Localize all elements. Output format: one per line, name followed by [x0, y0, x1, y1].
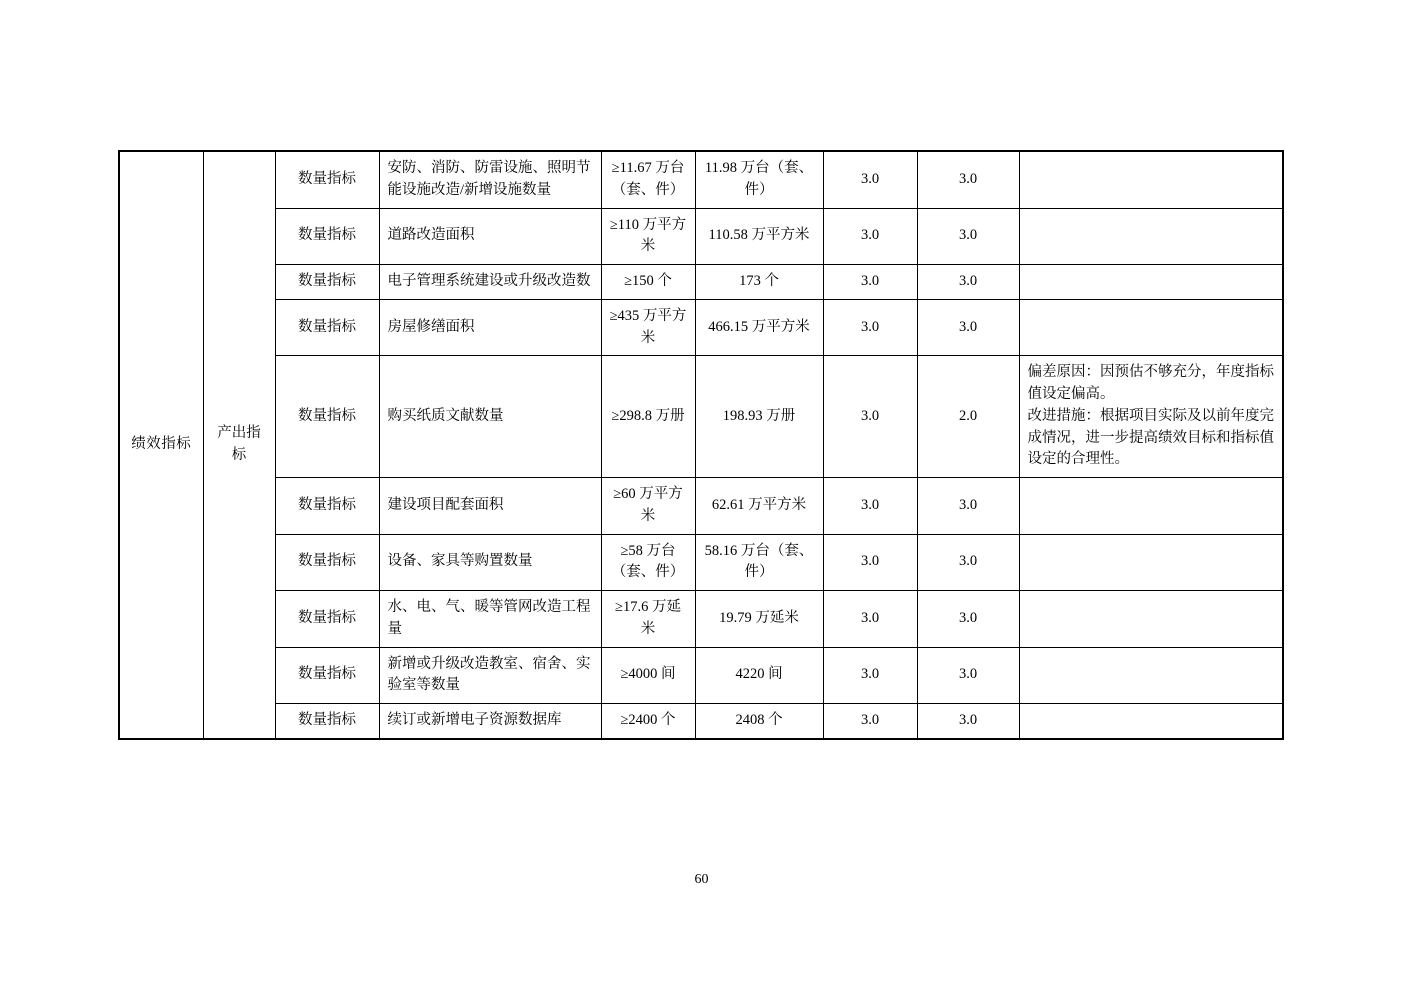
- page-number: 60: [694, 872, 709, 887]
- indicator-actual: 62.61 万平方米: [695, 478, 823, 535]
- table-row: [119, 208, 1283, 265]
- table-row: [119, 478, 1283, 535]
- indicator-actual: 173 个: [695, 265, 823, 300]
- indicator-name: 设备、家具等购置数量: [379, 534, 601, 591]
- indicator-score: 3.0: [823, 265, 917, 300]
- indicator-name: 道路改造面积: [379, 208, 601, 265]
- indicator-type: 数量指标: [275, 356, 379, 478]
- indicator-actual: 11.98 万台（套、件）: [695, 151, 823, 208]
- indicator-target: ≥58 万台（套、件）: [601, 534, 695, 591]
- table-row: [119, 534, 1283, 591]
- indicator-name: 电子管理系统建设或升级改造数: [379, 265, 601, 300]
- indicator-name: 安防、消防、防雷设施、照明节能设施改造/新增设施数量: [379, 151, 601, 208]
- indicator-note: [1019, 478, 1283, 535]
- indicator-note: [1019, 591, 1283, 648]
- indicator-got: 3.0: [917, 591, 1019, 648]
- indicator-name: 建设项目配套面积: [379, 478, 601, 535]
- indicator-score: 3.0: [823, 704, 917, 739]
- indicator-got: 3.0: [917, 478, 1019, 535]
- indicator-name: 续订或新增电子资源数据库: [379, 704, 601, 739]
- indicator-target: ≥150 个: [601, 265, 695, 300]
- indicator-got: 3.0: [917, 208, 1019, 265]
- indicator-actual: 58.16 万台（套、件）: [695, 534, 823, 591]
- indicator-type: 数量指标: [275, 647, 379, 704]
- indicator-target: ≥60 万平方米: [601, 478, 695, 535]
- indicator-note: [1019, 151, 1283, 208]
- indicator-got: 3.0: [917, 534, 1019, 591]
- indicator-score: 3.0: [823, 299, 917, 356]
- indicator-got: 3.0: [917, 151, 1019, 208]
- indicator-type: 数量指标: [275, 265, 379, 300]
- table-row: [119, 704, 1283, 739]
- indicator-got: 3.0: [917, 265, 1019, 300]
- performance-table-container: [118, 150, 1282, 740]
- indicator-target: ≥4000 间: [601, 647, 695, 704]
- table-row: [119, 647, 1283, 704]
- indicator-score: 3.0: [823, 647, 917, 704]
- indicator-actual: 198.93 万册: [695, 356, 823, 478]
- indicator-target: ≥110 万平方米: [601, 208, 695, 265]
- indicator-score: 3.0: [823, 591, 917, 648]
- performance-indicator-table: [118, 150, 1284, 740]
- indicator-score: 3.0: [823, 478, 917, 535]
- indicator-actual: 110.58 万平方米: [695, 208, 823, 265]
- indicator-target: ≥298.8 万册: [601, 356, 695, 478]
- table-row: [119, 299, 1283, 356]
- indicator-type: 数量指标: [275, 591, 379, 648]
- indicator-note: [1019, 208, 1283, 265]
- indicator-actual: 4220 间: [695, 647, 823, 704]
- table-row: [119, 591, 1283, 648]
- indicator-type: 数量指标: [275, 299, 379, 356]
- indicator-score: 3.0: [823, 208, 917, 265]
- table-row: [119, 151, 1283, 208]
- indicator-note: [1019, 299, 1283, 356]
- indicator-actual: 2408 个: [695, 704, 823, 739]
- indicator-got: 3.0: [917, 299, 1019, 356]
- indicator-got: 2.0: [917, 356, 1019, 478]
- indicator-name: 购买纸质文献数量: [379, 356, 601, 478]
- indicator-got: 3.0: [917, 704, 1019, 739]
- row-label-performance: 绩效指标: [119, 151, 203, 739]
- table-row: [119, 265, 1283, 300]
- indicator-actual: 19.79 万延米: [695, 591, 823, 648]
- indicator-note: [1019, 534, 1283, 591]
- indicator-name: 新增或升级改造教室、宿舍、实验室等数量: [379, 647, 601, 704]
- indicator-score: 3.0: [823, 151, 917, 208]
- indicator-name: 房屋修缮面积: [379, 299, 601, 356]
- indicator-got: 3.0: [917, 647, 1019, 704]
- indicator-note: 偏差原因：因预估不够充分，年度指标值设定偏高。 改进措施：根据项目实际及以前年度完成情况，进一步提高绩效目标和指标值设定的合理性。: [1019, 356, 1283, 478]
- indicator-note: [1019, 265, 1283, 300]
- indicator-score: 3.0: [823, 534, 917, 591]
- indicator-target: ≥2400 个: [601, 704, 695, 739]
- indicator-actual: 466.15 万平方米: [695, 299, 823, 356]
- indicator-name: 水、电、气、暖等管网改造工程量: [379, 591, 601, 648]
- indicator-type: 数量指标: [275, 704, 379, 739]
- indicator-type: 数量指标: [275, 534, 379, 591]
- table-row: [119, 356, 1283, 478]
- indicator-type: 数量指标: [275, 151, 379, 208]
- indicator-target: ≥11.67 万台（套、件）: [601, 151, 695, 208]
- row-label-output: 产出指标: [203, 151, 275, 739]
- indicator-target: ≥17.6 万延米: [601, 591, 695, 648]
- indicator-note: [1019, 704, 1283, 739]
- indicator-type: 数量指标: [275, 208, 379, 265]
- indicator-score: 3.0: [823, 356, 917, 478]
- indicator-target: ≥435 万平方米: [601, 299, 695, 356]
- indicator-type: 数量指标: [275, 478, 379, 535]
- indicator-note: [1019, 647, 1283, 704]
